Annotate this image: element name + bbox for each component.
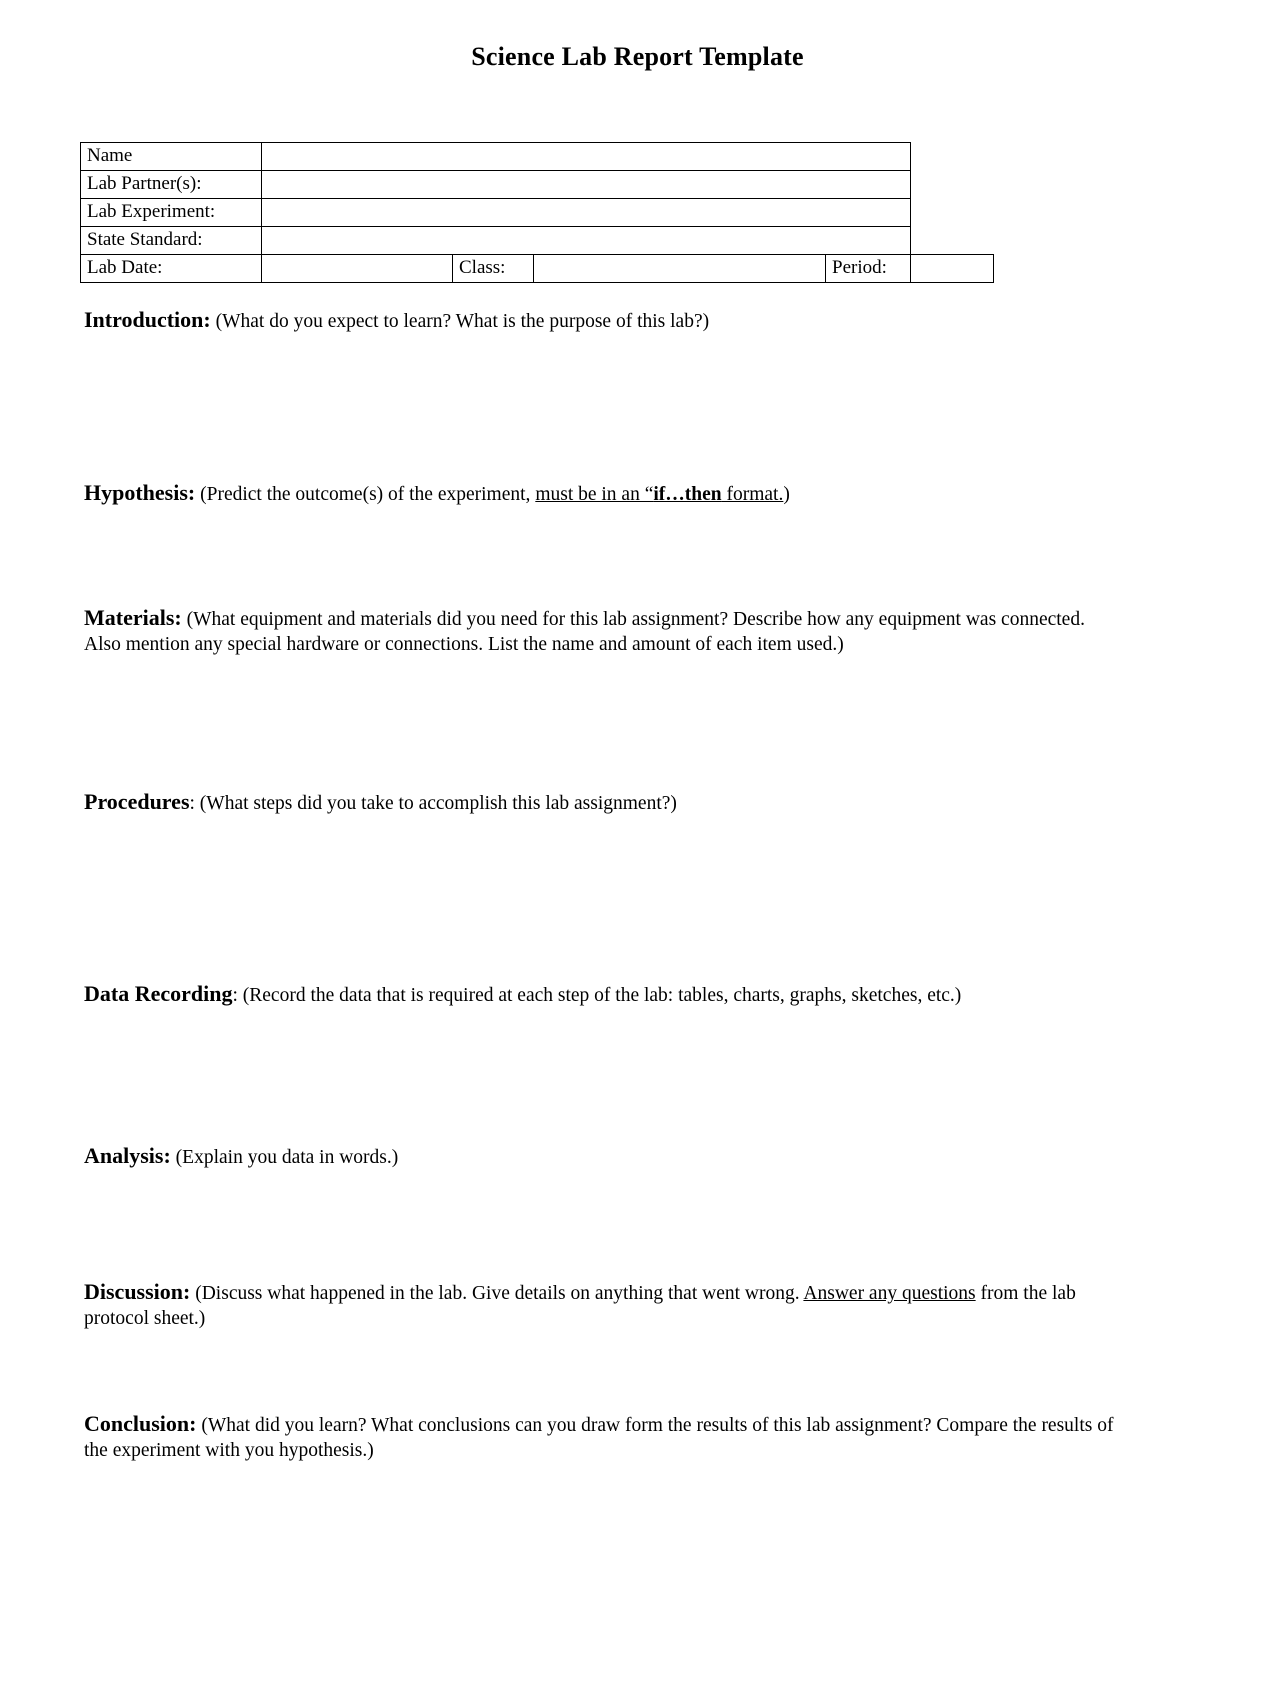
table-row xyxy=(81,143,994,171)
data-recording-heading: Data Recording xyxy=(84,981,233,1006)
period-field[interactable] xyxy=(911,255,994,283)
table-row xyxy=(81,255,994,283)
section-materials xyxy=(84,604,1124,768)
conclusion-prompt: (What did you learn? What conclusions can you draw form the results of this lab assignment? Compare the results of the experiment with you hypothesis.) xyxy=(84,1415,1114,1461)
class-field[interactable] xyxy=(534,255,826,283)
data-recording-heading-suffix: : xyxy=(232,985,238,1006)
section-procedures xyxy=(84,788,1124,957)
procedures-prompt: (What steps did you take to accomplish this lab assignment?) xyxy=(199,793,677,814)
procedures-answer-area[interactable] xyxy=(84,817,1124,957)
hypothesis-prompt-underline-b: format. xyxy=(721,484,784,505)
class-label: Class: xyxy=(453,255,534,283)
introduction-prompt: (What do you expect to learn? What is the purpose of this lab?) xyxy=(215,311,710,332)
section-introduction xyxy=(84,306,1124,445)
lab-date-field[interactable] xyxy=(262,255,453,283)
hypothesis-prompt-post: ) xyxy=(783,484,790,505)
lab-date-label: Lab Date: xyxy=(81,255,262,283)
name-label: Name xyxy=(81,143,262,171)
period-label: Period: xyxy=(826,255,911,283)
section-discussion xyxy=(84,1278,1124,1412)
table-row xyxy=(81,171,994,199)
state-standard-field[interactable] xyxy=(262,227,911,255)
section-hypothesis xyxy=(84,479,1124,608)
analysis-prompt: (Explain you data in words.) xyxy=(175,1147,399,1168)
analysis-answer-area[interactable] xyxy=(84,1171,1124,1281)
data-recording-prompt: (Record the data that is required at each step of the lab: tables, charts, graphs, sketches, etc.) xyxy=(242,985,962,1006)
introduction-heading: Introduction: xyxy=(84,307,211,332)
discussion-heading: Discussion: xyxy=(84,1279,191,1304)
student-info-table xyxy=(80,142,994,283)
materials-prompt: (What equipment and materials did you need for this lab assignment? Describe how any equipment was connected. Also mention any special hardware or connections. List the name and amount of each item used.) xyxy=(84,609,1085,655)
hypothesis-prompt-pre: (Predict the outcome(s) of the experiment, xyxy=(200,484,536,505)
discussion-prompt-pre: (Discuss what happened in the lab. Give details on anything that went wrong. xyxy=(195,1283,804,1304)
hypothesis-heading: Hypothesis: xyxy=(84,480,196,505)
discussion-answer-area[interactable] xyxy=(84,1332,1124,1412)
discussion-prompt-underline: Answer any questions xyxy=(803,1283,976,1304)
page-title: Science Lab Report Template xyxy=(471,42,804,71)
hypothesis-prompt-underline-a: must be in an “ xyxy=(535,484,654,505)
materials-heading: Materials: xyxy=(84,605,182,630)
lab-partners-field[interactable] xyxy=(262,171,911,199)
lab-partners-label: Lab Partner(s): xyxy=(81,171,262,199)
section-data-recording xyxy=(84,980,1124,1139)
table-row xyxy=(81,227,994,255)
conclusion-heading: Conclusion: xyxy=(84,1411,197,1436)
conclusion-answer-area[interactable] xyxy=(84,1464,1124,1584)
discussion-prompt-post: from the lab protocol sheet.) xyxy=(84,1283,1076,1329)
procedures-heading-suffix: : xyxy=(189,793,195,814)
introduction-answer-area[interactable] xyxy=(84,335,1124,445)
table-row xyxy=(81,199,994,227)
materials-answer-area[interactable] xyxy=(84,658,1124,768)
data-recording-answer-area[interactable] xyxy=(84,1009,1124,1139)
lab-experiment-label: Lab Experiment: xyxy=(81,199,262,227)
lab-experiment-field[interactable] xyxy=(262,199,911,227)
document-page xyxy=(0,42,1275,1692)
hypothesis-prompt-underline-bold: if…then xyxy=(653,484,722,505)
hypothesis-answer-area[interactable] xyxy=(84,508,1124,608)
section-conclusion xyxy=(84,1410,1124,1584)
section-analysis xyxy=(84,1142,1124,1281)
procedures-heading: Procedures xyxy=(84,789,190,814)
name-field[interactable] xyxy=(262,143,911,171)
analysis-heading: Analysis: xyxy=(84,1143,171,1168)
state-standard-label: State Standard: xyxy=(81,227,262,255)
